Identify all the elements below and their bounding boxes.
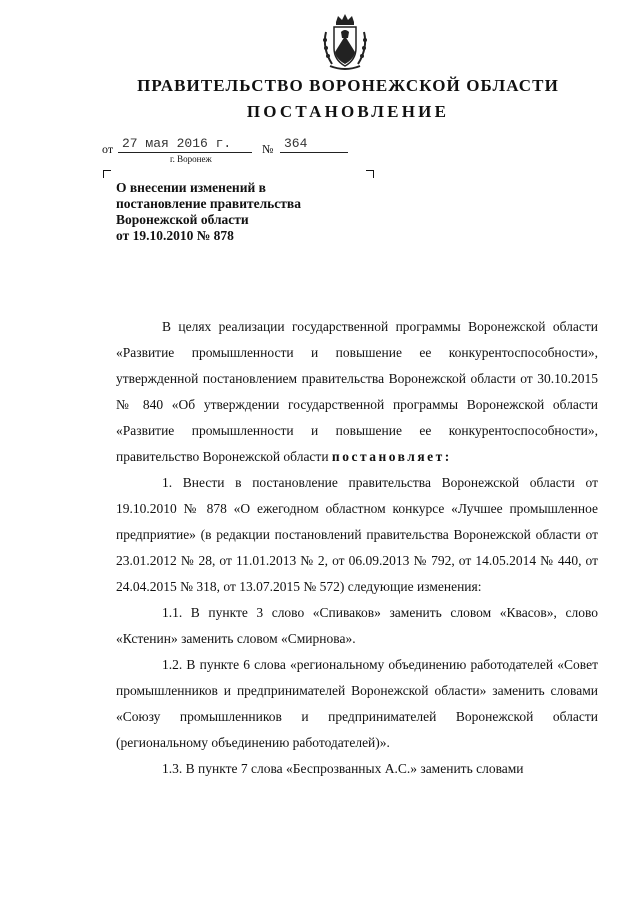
number-label: № bbox=[262, 142, 274, 156]
document-body bbox=[116, 314, 598, 782]
document-date-number-row bbox=[102, 136, 362, 158]
subject-line: О внесении изменений в bbox=[116, 180, 266, 195]
subject-line: от 19.10.2010 № 878 bbox=[116, 228, 234, 243]
document-type-title: ПОСТАНОВЛЕНИЕ bbox=[246, 102, 450, 121]
document-subject bbox=[116, 180, 356, 244]
government-title: ПРАВИТЕЛЬСТВО ВОРОНЕЖСКОЙ ОБЛАСТИ bbox=[137, 76, 559, 95]
document-number: 364 bbox=[280, 136, 348, 153]
subject-line: Воронежской области bbox=[116, 212, 249, 227]
preamble-text: В целях реализации государственной программы Воронежской области «Развитие промышленности и повышение ее конкурентоспособности», утвержденной постановлением правительства Воронежской области от 30.10.2015 № 840 «Об утверждении государственной программы Воронежской области «Развитие промышленности и повышение ее конкурентоспособности», правительство Воронежской области bbox=[116, 319, 598, 464]
item-1-2-paragraph: 1.2. В пункте 6 слова «региональному объединению работодателей «Совет промышленников и предпринимателей Воронежской области» заменить словами «Союзу промышленников и предпринимателей Воронежской области (региональному объединению работодателей)». bbox=[116, 657, 598, 750]
city-label: г. Воронеж bbox=[170, 154, 212, 164]
item-1-1-paragraph: 1.1. В пункте 3 слово «Спиваков» заменить словом «Квасов», слово «Кстенин» заменить словом «Смирнова». bbox=[116, 605, 598, 646]
decree-word: постановляет: bbox=[331, 449, 452, 464]
preamble-paragraph bbox=[116, 314, 598, 470]
item-1-paragraph: 1. Внести в постановление правительства Воронежской области от 19.10.2010 № 878 «О ежегодном областном конкурсе «Лучшее промышленное предприятие» (в редакции постановлений правительства Воронежской области от 23.01.2012 № 28, от 11.01.2013 № 2, от 06.09.2013 № 792, от 14.05.2014 № 440, от 24.04.2015 № 318, от 13.07.2015 № 572) следующие изменения: bbox=[116, 475, 598, 594]
date-label: от bbox=[102, 142, 114, 156]
document-date: 27 мая 2016 г. bbox=[118, 136, 252, 153]
coat-of-arms-icon bbox=[318, 12, 372, 72]
item-1-3-paragraph: 1.3. В пункте 7 слова «Беспрозванных А.С.» заменить словами bbox=[162, 761, 524, 776]
subject-line: постановление правительства bbox=[116, 196, 301, 211]
subject-bracket-right bbox=[366, 170, 374, 178]
subject-bracket-left bbox=[103, 170, 111, 178]
